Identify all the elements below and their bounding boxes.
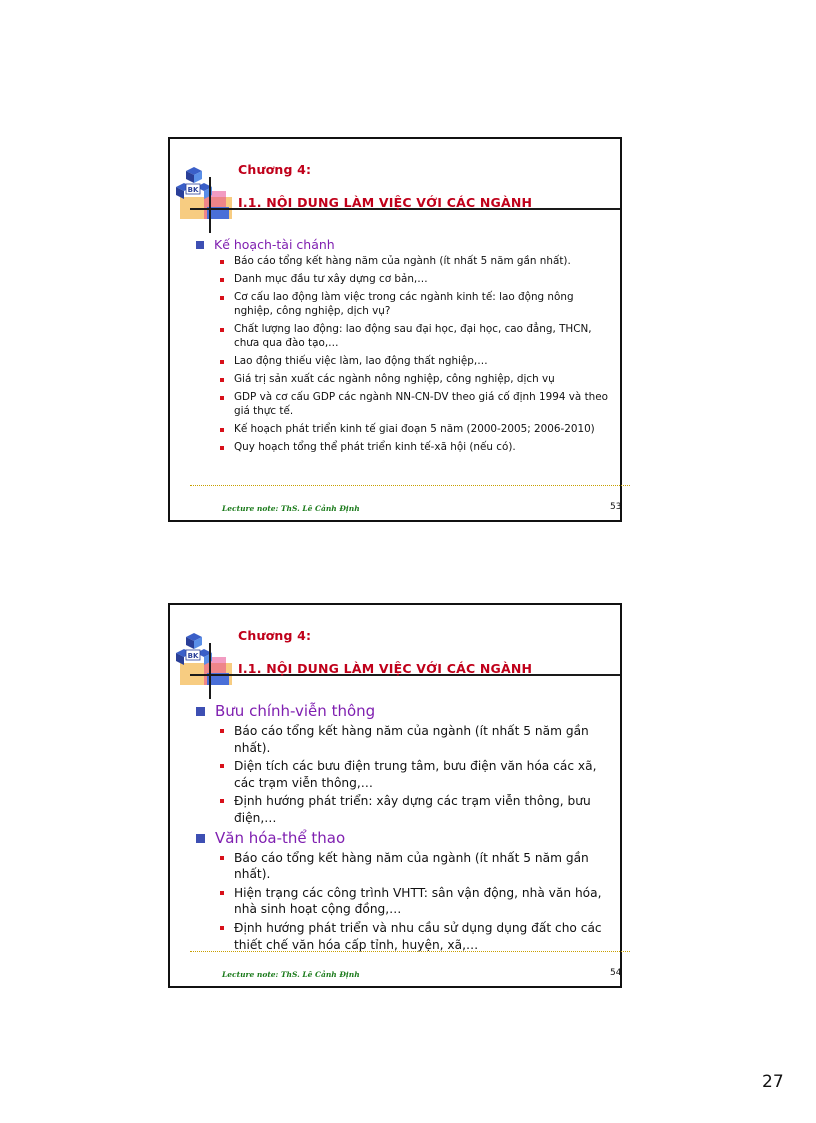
bullet-icon — [220, 764, 224, 768]
list-item: Lao động thiếu việc làm, lao động thất nghiệp,… — [220, 355, 612, 369]
bullet-icon — [220, 799, 224, 803]
bullet-list — [192, 850, 612, 954]
square-bullet-icon — [196, 241, 204, 249]
slide-title: I.1. NỘI DUNG LÀM VIỆC VỚI CÁC NGÀNH — [238, 195, 533, 210]
list-item: GDP và cơ cấu GDP các ngành NN-CN-DV theo giá cố định 1994 và theo giá thực tế. — [220, 391, 612, 418]
list-item: Diện tích các bưu điện trung tâm, bưu điện văn hóa các xã, các trạm viễn thông,… — [220, 758, 612, 791]
header-vertical-rule — [209, 643, 211, 699]
square-bullet-icon — [196, 834, 205, 843]
slide-title: I.1. NỘI DUNG LÀM VIỆC VỚI CÁC NGÀNH — [238, 661, 533, 676]
footer-note: Lecture note: ThS. Lê Cảnh Định — [222, 970, 360, 979]
footer-divider — [190, 951, 630, 952]
list-item: Giá trị sản xuất các ngành nông nghiệp, công nghiệp, dịch vụ — [220, 373, 612, 387]
bullet-icon — [220, 428, 224, 432]
bullet-icon — [220, 729, 224, 733]
chapter-label: Chương 4: — [238, 162, 312, 177]
bullet-list — [192, 255, 612, 455]
list-item: Định hướng phát triển: xây dựng các trạm viễn thông, bưu điện,… — [220, 793, 612, 826]
list-item: Danh mục đầu tư xây dựng cơ bản,… — [220, 273, 612, 287]
footer-divider — [190, 485, 630, 486]
slide-54 — [168, 603, 622, 988]
list-item: Hiện trạng các công trình VHTT: sân vận động, nhà văn hóa, nhà sinh hoạt cộng đồng,… — [220, 885, 612, 918]
bullet-icon — [220, 446, 224, 450]
list-item: Chất lượng lao động: lao động sau đại học, đại học, cao đẳng, THCN, chưa qua đào tạo,… — [220, 323, 612, 350]
section-heading — [192, 237, 612, 253]
bullet-icon — [220, 328, 224, 332]
bullet-icon — [220, 296, 224, 300]
logo-text: BK — [187, 652, 199, 660]
bullet-list — [192, 723, 612, 827]
section-heading-text: Bưu chính-viễn thông — [215, 702, 376, 720]
section-heading — [192, 829, 612, 848]
bk-logo-icon — [176, 161, 236, 221]
bullet-icon — [220, 260, 224, 264]
bullet-icon — [220, 396, 224, 400]
bullet-icon — [220, 378, 224, 382]
slide-number: 54 — [610, 968, 622, 978]
bullet-icon — [220, 856, 224, 860]
list-item: Báo cáo tổng kết hàng năm của ngành (ít nhất 5 năm gần nhất). — [220, 255, 612, 269]
list-item: Báo cáo tổng kết hàng năm của ngành (ít nhất 5 năm gần nhất). — [220, 850, 612, 883]
list-item: Quy hoạch tổng thể phát triển kinh tế-xã hội (nếu có). — [220, 441, 612, 455]
bullet-icon — [220, 926, 224, 930]
list-item: Kế hoạch phát triển kinh tế giai đoạn 5 năm (2000-2005; 2006-2010) — [220, 423, 612, 437]
list-item: Báo cáo tổng kết hàng năm của ngành (ít nhất 5 năm gần nhất). — [220, 723, 612, 756]
section-heading-text: Kế hoạch-tài chánh — [214, 237, 335, 252]
slide-53 — [168, 137, 622, 522]
content — [192, 237, 612, 459]
logo-text: BK — [187, 186, 199, 194]
section-heading — [192, 702, 612, 721]
header-vertical-rule — [209, 177, 211, 233]
bullet-icon — [220, 891, 224, 895]
bullet-icon — [220, 360, 224, 364]
bk-logo-icon — [176, 627, 236, 687]
slide-number: 53 — [610, 502, 622, 512]
list-item: Định hướng phát triển và nhu cầu sử dụng dụng đất cho các thiết chế văn hóa cấp tỉnh, huyện, xã,… — [220, 920, 612, 953]
page-number: 27 — [762, 1072, 784, 1092]
list-item: Cơ cấu lao động làm việc trong các ngành kinh tế: lao động nông nghiệp, công nghiệp, dịch vụ? — [220, 291, 612, 318]
bullet-icon — [220, 278, 224, 282]
chapter-label: Chương 4: — [238, 628, 312, 643]
content — [192, 702, 612, 955]
section-heading-text: Văn hóa-thể thao — [215, 828, 346, 847]
square-bullet-icon — [196, 707, 205, 716]
footer-note: Lecture note: ThS. Lê Cảnh Định — [222, 504, 360, 513]
